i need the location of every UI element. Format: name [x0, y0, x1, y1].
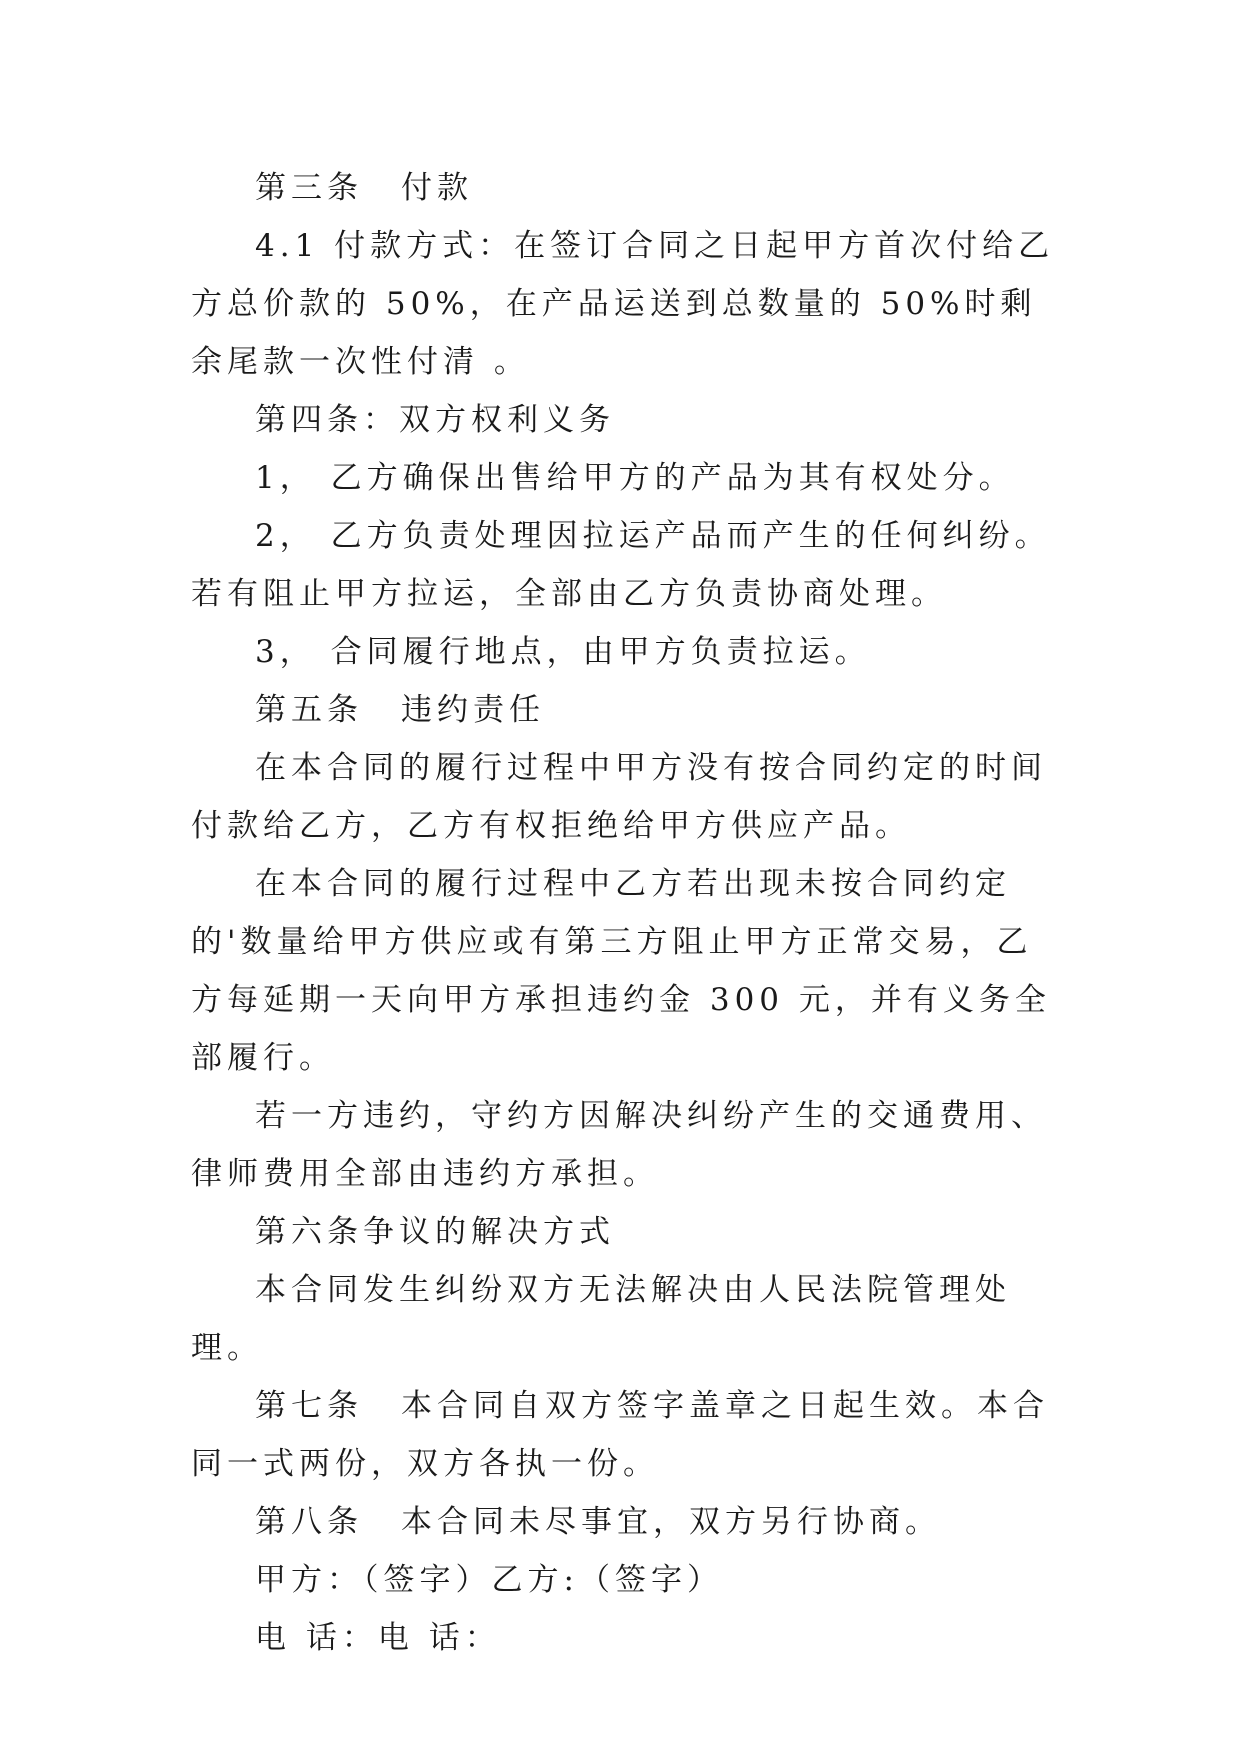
article-number: 第五条	[255, 692, 363, 728]
article-number: 第三条	[255, 170, 363, 206]
article-7	[191, 1377, 1061, 1493]
breach-clause-party-a: 在本合同的履行过程中甲方没有按合同约定的时间付款给乙方，乙方有权拒绝给甲方供应产品。	[191, 750, 1047, 844]
article-text: 本合同未尽事宜，双方另行协商。	[401, 1504, 941, 1540]
dispute-resolution-clause: 本合同发生纠纷双方无法解决由人民法院管理处理。	[191, 1272, 1011, 1366]
clause-item-2: 2， 乙方负责处理因拉运产品而产生的任何纠纷。若有阻止甲方拉运，全部由乙方负责协商处理。	[191, 518, 1051, 612]
clause-item-1: 1， 乙方确保出售给甲方的产品为其有权处分。	[255, 460, 1015, 496]
article-8	[191, 1493, 1061, 1551]
article-3-heading	[191, 159, 1061, 217]
clause-item-3: 3， 合同履行地点，由甲方负责拉运。	[255, 634, 871, 670]
article-number: 第八条	[255, 1504, 363, 1540]
article-number: 第七条	[255, 1388, 363, 1424]
article-title: 付款	[401, 170, 473, 206]
article-text: 本合同自双方签字盖章之日起生效。本合同一式两份，双方各执一份。	[191, 1388, 1049, 1482]
payment-method-clause: 4.1 付款方式：在签订合同之日起甲方首次付给乙方总价款的 50%，在产品运送到总数量的 50%时剩余尾款一次性付清 。	[191, 228, 1055, 380]
breach-clause-party-b: 在本合同的履行过程中乙方若出现未按合同约定的'数量给甲方供应或有第三方阻止甲方正常交易，乙方每延期一天向甲方承担违约金 300 元，并有义务全部履行。	[191, 866, 1051, 1076]
article-5-heading	[191, 681, 1061, 739]
article-title: 违约责任	[401, 692, 545, 728]
article-4-heading: 第四条：双方权利义务	[255, 402, 615, 438]
document-body	[191, 159, 1061, 1667]
article-6-heading: 第六条争议的解决方式	[255, 1214, 615, 1250]
phone-line: 电 话：电 话：	[255, 1620, 501, 1656]
breach-costs-clause: 若一方违约，守约方因解决纠纷产生的交通费用、律师费用全部由违约方承担。	[191, 1098, 1047, 1192]
signature-line: 甲方：（签字）乙方:（签字）	[255, 1562, 723, 1598]
